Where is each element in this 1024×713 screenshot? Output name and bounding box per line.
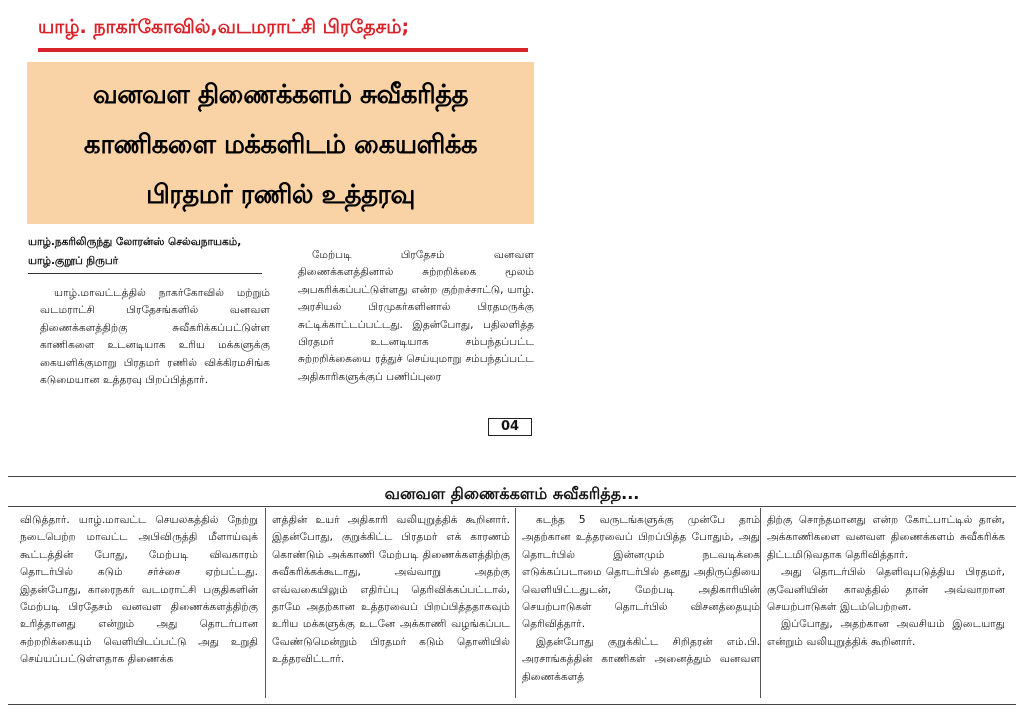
- headline-line-2: காணிகளை மக்களிடம் கையளிக்க: [83, 130, 478, 160]
- body-column-2: [272, 512, 510, 669]
- section-rule-top: [8, 476, 1016, 477]
- lead-paragraph-right: மேற்படி பிரதேசம் வனவள திணைக்களத்தினால் சுற்றறிக்கை மூலம் அபகரிக்கப்பட்டுள்ளது என்ற குற்றச்சாட்டு, யாழ். அரசியல் பிரமுகர்களினால் பிரதமருக்கு சுட்டிக்காட்டப்பட்டது. இதன்போது, பதிலளித்த பிரதமர் உடனடியாக சம்பந்தப்பட்ட சுற்றறிக்கையை ரத்துச் செய்யுமாறு சம்பந்தப்பட்ட அதிகாரிகளுக்குப் பணிப்புரை: [298, 249, 534, 383]
- body-paragraph: ளத்தின் உயர் அதிகாரி வலியுறுத்திக் கூறினார். இதன்போது, குறுக்கிட்ட பிரதமர் எக் காரணம் கொண்டும் அக்காணி மேற்படி திணைக்களத்திற்கு சுவீகரிக்கக்கூடாது, அவ்வாறு அதற்கு எவ்வகையிலும் எதிர்ப்பு தெரிவிக்கப்பட்டால், தாமே அதற்கான உத்தரவைப் பிறப்பித்ததாகவும் உரிய மக்களுக்கு உடனே அக்காணி வழங்கப்பட வேண்டுமென்றும் பிரதமர் கடும் தொனியில் உத்தரவிட்டார்.: [272, 514, 510, 666]
- headline-box: [27, 62, 534, 224]
- continued-headline: வனவள திணைக்களம் சுவீகரித்த...: [384, 484, 640, 503]
- lead-paragraph-left: யாழ்.மாவட்டத்தில் நாகர்கோவில் மற்றும் வடமராட்சி பிரதேசங்களில் வனவள திணைக்களத்திற்கு சுவீகரிக்கப்பட்டுள்ள காணிகளை உடனடியாக உரிய மக்களுக்கு கையளிக்குமாறு பிரதமர் ரணில் விக்கிரமசிங்க கடுமையான உத்தரவு பிறப்பித்தார்.: [40, 287, 270, 387]
- byline: யாழ்.நகரிலிருந்து லோரன்ஸ் செல்வநாயகம், யாழ்.குறூப் நிருபர்: [28, 233, 262, 274]
- body-column-1: [20, 512, 258, 669]
- headline-line-3: பிரதமர் ரணில் உத்தரவு: [146, 180, 415, 210]
- continued-page-marker: 04: [488, 418, 532, 436]
- body-column-3: [522, 512, 760, 686]
- page-bottom-rule: [8, 704, 1016, 705]
- column-divider: [515, 508, 516, 698]
- body-paragraph: இப்போது, அதற்கான அவசியம் இடையாது என்றும் வலியுறுத்திக் கூறினார்.: [767, 618, 1005, 648]
- body-paragraph: திற்கு சொந்தமானது என்ற கோட்பாட்டில் தான், அக்காணிகளை வனவள திணைக்களம் சுவீகரிக்க திட்டமிடுவதாக தெரிவித்தார்.: [767, 514, 1005, 561]
- column-divider: [760, 508, 761, 698]
- section-rule-bottom: [8, 506, 1016, 507]
- body-paragraph: அது தொடர்பில் தெளிவுபடுத்திய பிரதமர், குவேனியின் காலத்தில் தான் அவ்வாறான செயற்பாடுகள் இடம்பெற்றன.: [767, 566, 1005, 614]
- body-paragraph: கடந்த 5 வருடங்களுக்கு முன்பே தாம் அதற்கான உத்தரவைப் பிறப்பித்த போதும், அது தொடர்பில் இன்னமும் நடவடிக்கை எடுக்கப்படாமை தொடர்பில் தனது அதிருப்தியை வெளியிட்டதுடன், மேற்படி அதிகாரியின் செயற்பாடுகள் தொடர்பில் விசனத்தையும் தெரிவித்தார்.: [522, 514, 760, 631]
- kicker-headline: யாழ். நாகர்கோவில்,வடமராட்சி பிரதேசம்;: [38, 8, 528, 52]
- body-paragraph: இதன்போது குறுக்கிட்ட சிறிதரன் எம்.பி. அரசாங்கத்தின் காணிகள் அனைத்தும் வனவள திணைக்களத்: [522, 635, 760, 683]
- body-paragraph: விடுத்தார். யாழ்.மாவட்ட செயலகத்தில் நேற்று நடைபெற்ற மாவட்ட அபிவிருத்தி மீளாய்வுக் கூட்டத்தின் போது, மேற்படி விவகாரம் தொடர்பில் கடும் சர்ச்சை ஏற்பட்டது. இதன்போது, காரைநகர் வடமராட்சி பகுதிகளின் மேற்படி பிரதேசம் வனவள திணைக்களத்திற்கு உரித்தானது என்றும் அது தொடர்பான சுற்றறிக்கையும் வெளியிடப்பட்டு அது உறுதி செய்யப்பட்டுள்ளதாக திணைக்க: [20, 514, 258, 666]
- body-column-4: [767, 512, 1005, 651]
- column-divider: [265, 508, 266, 698]
- headline-line-1: வனவள திணைக்களம் சுவீகரித்த: [92, 80, 469, 110]
